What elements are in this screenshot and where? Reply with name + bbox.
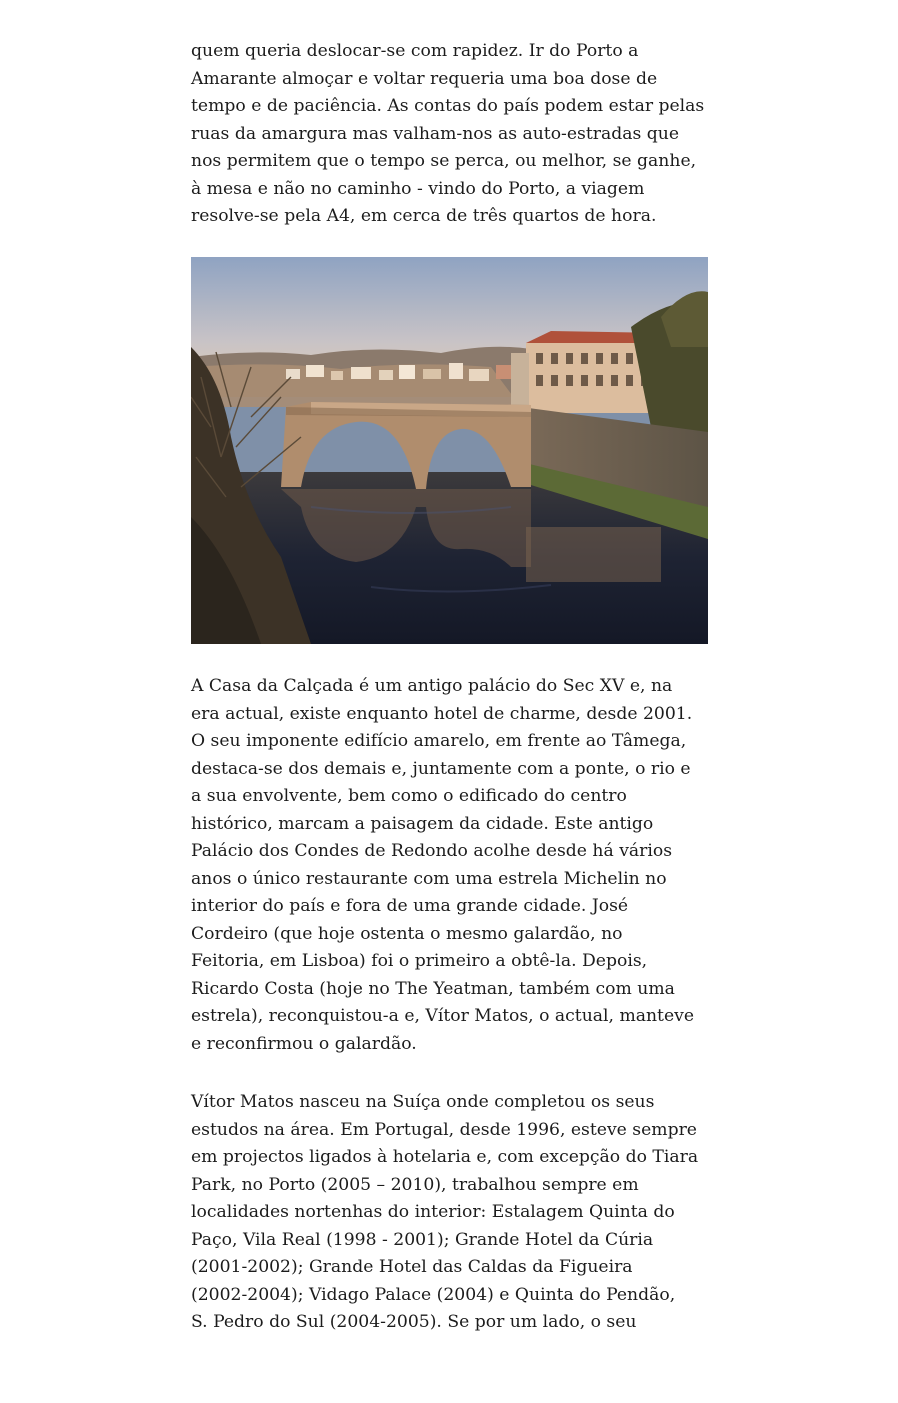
text-line: O seu imponente edifício amarelo, em frente ao Tâmega, (191, 731, 687, 751)
text-line: (2002-2004); Vidago Palace (2004) e Quinta do Pendão, (191, 1284, 676, 1305)
text-line: nos permitem que o tempo se perca, ou melhor, se ganhe, (191, 151, 697, 171)
text-line: A Casa da Calçada é um antigo palácio do Sec XV e, na (191, 676, 673, 696)
text-line: histórico, marcam a paisagem da cidade. Este antigo (191, 813, 654, 834)
text-line: em projectos ligados à hotelaria e, com excepção do Tiara (191, 1147, 699, 1167)
text-line: S. Pedro do Sul (2004-2005). Se por um lado, o seu (191, 1312, 637, 1332)
bridge-landscape-illustration (191, 257, 708, 644)
text-line: estudos na área. Em Portugal, desde 1996, esteve sempre (191, 1119, 697, 1140)
text-line: à mesa e não no caminho - vindo do Porto, a viagem (191, 178, 645, 199)
text-line: resolve-se pela A4, em cerca de três quartos de hora. (191, 206, 657, 226)
text-line: Amarante almoçar e voltar requeria uma boa dose de (191, 68, 658, 89)
text-line: tempo e de paciência. As contas do país podem estar pelas (191, 96, 705, 116)
paragraph-casa-da-calcada (191, 673, 711, 1058)
text-line: Vítor Matos nasceu na Suíça onde completou os seus (191, 1092, 655, 1112)
paragraph-travel (191, 38, 711, 231)
text-line: (2001-2002); Grande Hotel das Caldas da Figueira (191, 1257, 633, 1277)
text-line: a sua envolvente, bem como o edificado do centro (191, 786, 627, 806)
text-line: interior do país e fora de uma grande cidade. José (191, 896, 629, 916)
text-line: e reconfirmou o galardão. (191, 1033, 417, 1054)
text-line: destaca-se dos demais e, juntamente com a ponte, o rio e (191, 758, 691, 779)
text-line: Ricardo Costa (hoje no The Yeatman, também com uma (191, 978, 675, 999)
text-line: estrela), reconquistou-a e, Vítor Matos, o actual, manteve (191, 1006, 695, 1026)
text-line: anos o único restaurante com uma estrela Michelin no (191, 868, 667, 889)
text-line: Feitoria, em Lisboa) foi o primeiro a obtê-la. Depois, (191, 951, 648, 971)
text-line: Cordeiro (que hoje ostenta o mesmo galardão, no (191, 923, 623, 944)
palace-reflection (526, 527, 661, 582)
text-line: Palácio dos Condes de Redondo acolhe desde há vários (191, 841, 673, 861)
text-line: era actual, existe enquanto hotel de charme, desde 2001. (191, 703, 693, 724)
photo-bridge-river (191, 257, 708, 644)
text-line: Park, no Porto (2005 – 2010), trabalhou sempre em (191, 1174, 639, 1195)
paragraph-vitor-matos (191, 1089, 711, 1337)
text-line: quem queria deslocar-se com rapidez. Ir do Porto a (191, 41, 639, 61)
text-line: Paço, Vila Real (1998 - 2001); Grande Hotel da Cúria (191, 1229, 654, 1250)
text-line: ruas da amargura mas valham-nos as auto-estradas que (191, 123, 679, 144)
text-line: localidades nortenhas do interior: Estalagem Quinta do (191, 1202, 675, 1222)
